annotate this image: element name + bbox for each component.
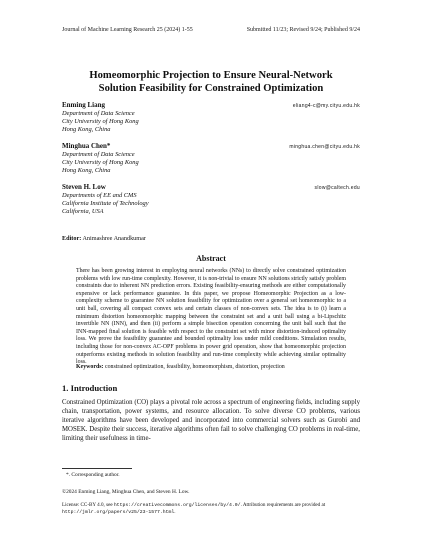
paper-title (60, 69, 362, 95)
author-name: Minghua Chen* (62, 142, 111, 150)
affiliation-line: California Institute of Technology (62, 200, 149, 207)
editor-name: Animashree Anandkumar (82, 235, 146, 242)
affiliation-line: City University of Hong Kong (62, 118, 139, 125)
journal-info: Journal of Machine Learning Research 25 (2024) 1-55 (62, 27, 193, 33)
title-line-2: Solution Feasibility for Constrained Optimization (98, 83, 324, 94)
keywords-label: Keywords: (76, 364, 104, 370)
keywords-list: constrained optimization, feasibility, homeomorphism, distortion, projection (104, 364, 285, 370)
editor-label: Editor: (62, 235, 82, 242)
introduction-text: Constrained Optimization (CO) plays a pivotal role across a spectrum of engineering fields, including supply chain, transportation, power systems, and resource allocation. To solve diverse CO problems, various iterative algorithms have been developed and incorporated into commercial solvers such as Gurobi and MOSEK. Despite their success, iterative algorithms often fail to solve challenging CO problems in real-time, limiting their usefulness in time- (62, 399, 360, 442)
license-suffix: . (174, 509, 176, 515)
copyright-line: ©2024 Enming Liang, Minghua Chen, and Steven H. Low. (62, 489, 190, 495)
affiliation-line: Hong Kong, China (62, 126, 111, 133)
license-middle: . Attribution requirements are provided at (240, 502, 326, 508)
author-affiliation (62, 192, 360, 216)
affiliation-line: Department of Data Science (62, 151, 135, 158)
author-affiliation (62, 151, 360, 175)
license-url[interactable]: https://creativecommons.org/licenses/by/4.0/ (113, 503, 241, 508)
author-email[interactable]: minghua.chen@cityu.edu.hk (289, 144, 360, 150)
author-email[interactable]: slow@caltech.edu (314, 185, 360, 191)
submission-dates: Submitted 11/23; Revised 9/24; Published 9/24 (246, 27, 360, 33)
affiliation-line: Department of Data Science (62, 110, 135, 117)
author-name: Enming Liang (62, 101, 105, 109)
section-heading: 1. Introduction (62, 383, 118, 393)
affiliation-line: Departments of EE and CMS (62, 192, 137, 199)
author-block-3 (62, 183, 360, 216)
license-line (62, 502, 360, 516)
author-email[interactable]: eliang4-c@my.cityu.edu.hk (292, 103, 360, 109)
author-name: Steven H. Low (62, 183, 106, 191)
paper-url[interactable]: http://jmlr.org/papers/v25/23-1577.html (62, 510, 175, 515)
affiliation-line: California, USA (62, 208, 104, 215)
author-block-1 (62, 101, 360, 134)
abstract-heading: Abstract (196, 254, 226, 263)
affiliation-line: Hong Kong, China (62, 167, 111, 174)
title-line-1: Homeomorphic Projection to Ensure Neural-Network (89, 70, 333, 81)
author-block-2 (62, 142, 360, 175)
footnote-rule (62, 468, 132, 469)
abstract-text: There has been growing interest in employing neural networks (NNs) to directly solve constrained optimization problems with low run-time complexity. However, it is non-trivial to ensure NN solutions strictly satisfy problem constraints due to inherent NN prediction errors. Existing feasibility-ensuring methods are either computationally expensive or lack performance guarantee. In this paper, we propose Homeomorphic Projection as a low-complexity scheme to guarantee NN solution feasibility for optimization over a general set homeomorphic to a unit ball, covering all compact convex sets and certain classes of non-convex sets. The idea is to (i) learn a minimum distortion homeomorphic mapping between the constraint set and a unit ball using a bi-Lipschitz invertible NN (INN), and then (ii) perform a simple bisection operation concerning the unit ball such that the INN-mapped final solution is feasible with respect to the constraint set with minor distortion-induced optimality loss. We prove the feasibility guarantee and bounded optimality loss under mild conditions. Simulation results, including those for non-convex AC-OPF problems in power grid operation, show that homeomorphic projection outperforms existing methods in solution feasibility and run-time complexity while achieving similar optimality loss. (76, 268, 346, 366)
footnote: *. Corresponding author. (66, 472, 120, 478)
license-prefix: License: CC-BY 4.0, see (62, 502, 113, 508)
running-header (62, 27, 360, 33)
editor-line (62, 235, 146, 242)
affiliation-line: City University of Hong Kong (62, 159, 139, 166)
keywords-line (76, 364, 346, 372)
author-affiliation (62, 110, 360, 134)
